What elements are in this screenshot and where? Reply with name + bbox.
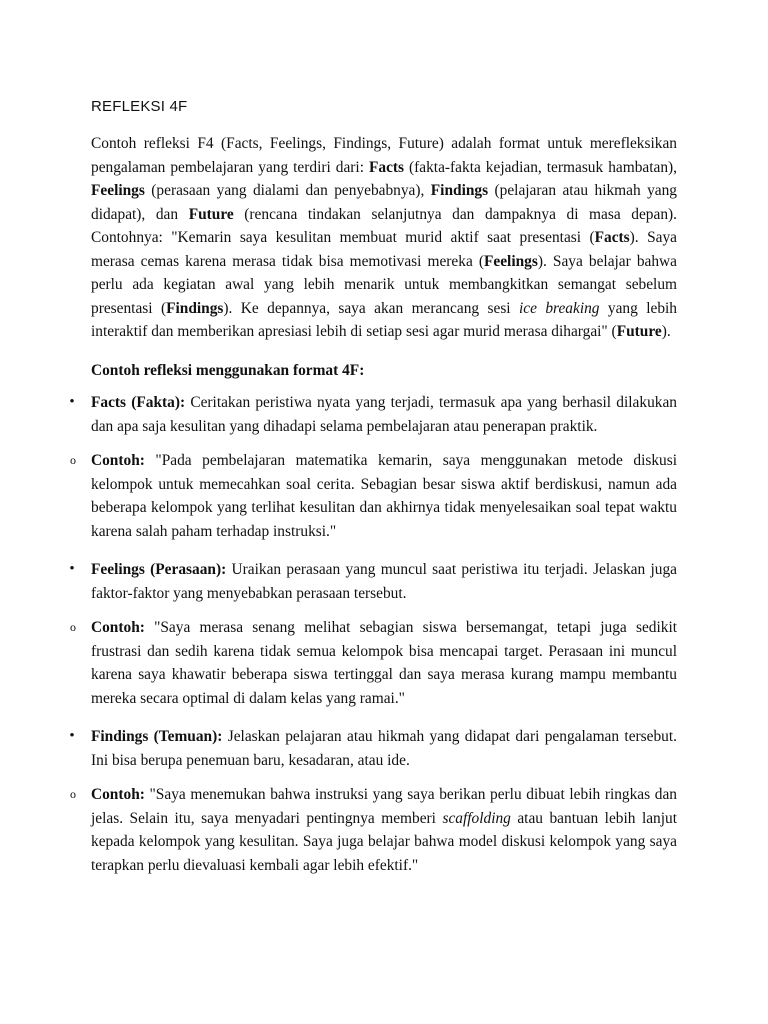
intro-bold-feelings: Feelings xyxy=(91,182,145,199)
intro-text: yang lebih interaktif dan memberikan apresiasi lebih di setiap sesi agar murid merasa dihargai" ( xyxy=(91,299,677,340)
item-text: "Saya menemukan bahwa instruksi yang saya berikan perlu dibuat lebih ringkas dan jelas. Selain itu, saya menyadari pentingnya memberi xyxy=(91,786,677,827)
intro-bold-findings: Findings xyxy=(430,182,489,199)
intro-bold-future: Future xyxy=(188,205,234,223)
section-subheading: Contoh refleksi menggunakan format 4F: xyxy=(91,362,365,379)
intro-bold-findings: Findings xyxy=(166,299,224,317)
intro-italic-ice-breaking: ice breaking xyxy=(519,299,600,317)
intro-bold-facts: Facts xyxy=(368,158,405,176)
item-label: Facts (Fakta): xyxy=(91,394,186,411)
intro-text: ). Saya merasa cemas karena merasa tidak bisa memotivasi mereka ( xyxy=(91,229,677,270)
item-label: Contoh: xyxy=(91,619,145,636)
intro-text: ). Saya belajar bahwa perlu ada kegiatan awal yang lebih menarik untuk membangkitkan semangat sebelum presentasi ( xyxy=(91,252,677,317)
list-subitem-facts-example xyxy=(70,449,677,543)
bullet-marker: • xyxy=(69,728,75,744)
item-text: "Saya merasa senang melihat sebagian siswa bersemangat, tetapi juga sedikit frustrasi dan sedih karena tidak semua kelompok bisa mencapai target. Perasaan ini muncul karena saya khawatir beberapa siswa tertinggal dan saya merasa kurang mampu membantu mereka secara optimal di dalam kelas yang ramai." xyxy=(91,619,677,707)
bullet-marker: • xyxy=(69,561,75,577)
item-text: "Pada pembelajaran matematika kemarin, saya menggunakan metode diskusi kelompok untuk memecahkan soal cerita. Sebagian besar siswa aktif berdiskusi, namun ada beberapa kelompok yang terlihat kesulitan dan akhirnya tidak menyelesaikan soal tepat waktu karena salah paham terhadap instruksi." xyxy=(91,452,677,540)
item-label: Contoh: xyxy=(91,786,145,803)
item-text: Jelaskan pelajaran atau hikmah yang didapat dari pengalaman tersebut. Ini bisa berupa penemuan baru, kesadaran, atau ide. xyxy=(91,728,677,769)
circle-marker: o xyxy=(70,787,76,801)
item-italic-scaffolding: scaffolding xyxy=(442,809,511,827)
intro-text: (perasaan yang dialami dan penyebabnya), xyxy=(144,182,431,199)
list-item-facts xyxy=(69,391,677,438)
item-label: Feelings (Perasaan): xyxy=(91,561,227,578)
intro-text: ). xyxy=(661,323,671,340)
bullet-marker: • xyxy=(69,394,75,410)
intro-text: (pelajaran atau hikmah yang didapat), dan xyxy=(91,182,677,223)
intro-paragraph xyxy=(91,132,677,344)
item-label: Findings (Temuan): xyxy=(91,728,223,745)
intro-bold-feelings: Feelings xyxy=(483,252,538,270)
list-item-findings xyxy=(69,725,677,772)
intro-text: Contoh refleksi F4 (Facts, Feelings, Findings, Future) adalah format untuk merefleksikan pengalaman pembelajaran yang terdiri dari: xyxy=(91,135,677,176)
item-text: Uraikan perasaan yang muncul saat peristiwa itu terjadi. Jelaskan juga faktor-faktor yang menyebabkan perasaan tersebut. xyxy=(91,561,677,602)
intro-text: ). Ke depannya, saya akan merancang sesi xyxy=(223,299,519,317)
intro-bold-facts: Facts xyxy=(594,229,630,246)
document-title: REFLEKSI 4F xyxy=(91,98,188,115)
item-label: Contoh: xyxy=(91,452,145,469)
intro-text: (rencana tindakan selanjutnya dan dampaknya di masa depan). Contohnya: "Kemarin saya kesulitan membuat murid aktif saat presentasi ( xyxy=(91,205,677,246)
intro-text: (fakta-fakta kejadian, termasuk hambatan), xyxy=(404,158,677,176)
item-text: Ceritakan peristiwa nyata yang terjadi, termasuk apa yang berhasil dilakukan dan apa saja kesulitan yang dihadapi selama pembelajaran atau penerapan praktik. xyxy=(91,394,677,435)
list-item-feelings xyxy=(69,558,677,605)
item-text: atau bantuan lebih lanjut kepada kelompok yang kesulitan. Saya juga belajar bahwa model diskusi kelompok yang saya terapkan perlu dievaluasi kembali agar lebih efektif." xyxy=(91,809,678,874)
list-subitem-feelings-example xyxy=(70,616,677,710)
circle-marker: o xyxy=(70,453,76,467)
list-subitem-findings-example xyxy=(70,783,678,877)
circle-marker: o xyxy=(70,620,76,634)
intro-bold-future: Future xyxy=(616,323,662,340)
